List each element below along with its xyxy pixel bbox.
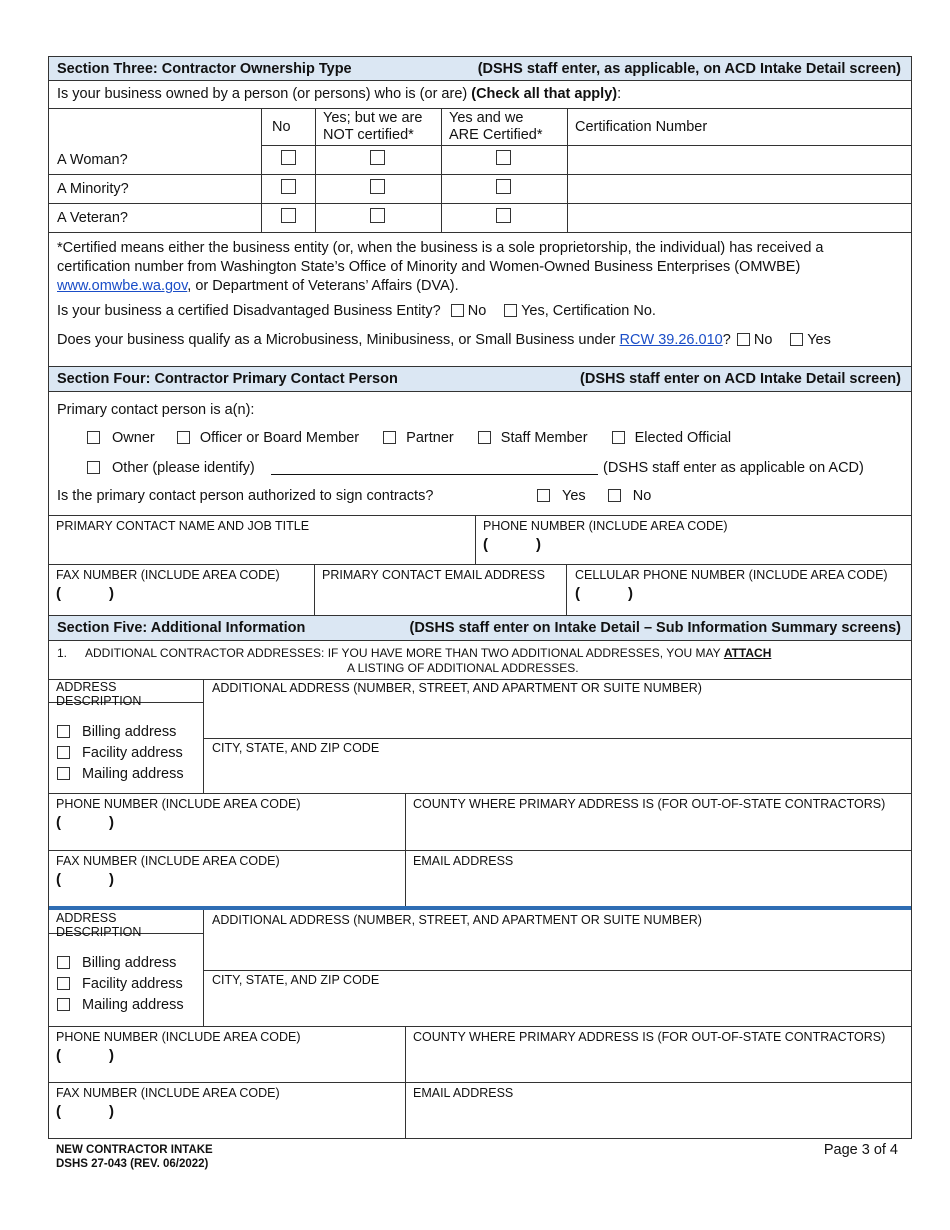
address-type-options-2 xyxy=(57,953,184,1016)
authorized-no-label: No xyxy=(632,488,652,504)
billing-label-2: Billing address xyxy=(82,955,177,971)
addr2-desc-line2: DESCRIPTION xyxy=(56,925,142,939)
woman-no-checkbox[interactable] xyxy=(281,150,296,165)
minority-no-checkbox[interactable] xyxy=(281,179,296,194)
minority-certified-checkbox[interactable] xyxy=(496,179,511,194)
owner-checkbox[interactable] xyxy=(87,431,100,444)
col-yes-are-line1: Yes and we xyxy=(449,110,524,126)
address-2-fax-field[interactable] xyxy=(56,1103,396,1133)
facility-label-1: Facility address xyxy=(82,745,183,761)
micro-no-label: No xyxy=(753,332,773,348)
page-number: Page 3 of 4 xyxy=(823,1142,898,1158)
ownership-question-bold: (Check all that apply) xyxy=(471,86,618,102)
address-2-fax-label: FAX NUMBER (INCLUDE AREA CODE) xyxy=(56,1086,280,1100)
col-yes-not-line1: Yes; but we are xyxy=(323,110,423,126)
item1-number: 1. xyxy=(57,646,68,660)
authorized-question: Is the primary contact person authorized to sign contracts? xyxy=(57,488,434,504)
phone-paren-close: ) xyxy=(536,536,541,553)
contact-name-field[interactable] xyxy=(49,534,474,564)
contact-name-label: PRIMARY CONTACT NAME AND JOB TITLE xyxy=(56,519,310,533)
col-yes-not-line2: NOT certified* xyxy=(323,127,414,143)
cell-paren-close: ) xyxy=(628,585,633,602)
micro-question-mark: ? xyxy=(722,332,731,348)
city-state-zip-field-1[interactable] xyxy=(204,757,910,793)
mailing-checkbox-1[interactable] xyxy=(57,767,70,780)
address-1-email-field[interactable] xyxy=(406,869,910,905)
authorized-options xyxy=(537,488,651,504)
addr1-phone-paren-close: ) xyxy=(109,814,114,831)
facility-label-2: Facility address xyxy=(82,976,183,992)
partner-label: Partner xyxy=(406,430,454,446)
addr2-phone-paren-open: ( xyxy=(56,1047,61,1064)
other-checkbox[interactable] xyxy=(87,461,100,474)
address-2-county-field[interactable] xyxy=(406,1045,910,1082)
staff-member-checkbox[interactable] xyxy=(478,431,491,444)
section-five-title: Section Five: Additional Information xyxy=(57,620,306,636)
dbe-yes-label: Yes, Certification No. xyxy=(521,303,656,319)
address-1-fax-label: FAX NUMBER (INCLUDE AREA CODE) xyxy=(56,854,280,868)
minority-cert-number-field[interactable] xyxy=(568,175,911,202)
dbe-no-checkbox[interactable] xyxy=(451,304,464,317)
city-state-zip-label-1: CITY, STATE, AND ZIP CODE xyxy=(212,741,380,755)
ownership-table xyxy=(48,109,912,233)
additional-address-label-2: ADDITIONAL ADDRESS (NUMBER, STREET, AND APARTMENT OR SUITE NUMBER) xyxy=(212,913,702,927)
cell-paren-open: ( xyxy=(575,585,580,602)
section-five-staff-note: (DSHS staff enter on Intake Detail – Sub Information Summary screens) xyxy=(409,620,901,636)
contact-type-block xyxy=(48,392,912,516)
address-2-phone-county-row xyxy=(48,1027,912,1083)
row-veteran: A Veteran? xyxy=(57,210,128,226)
addr2-phone-paren-close: ) xyxy=(109,1047,114,1064)
address-1-county-field[interactable] xyxy=(406,812,910,850)
certification-notes xyxy=(48,233,912,367)
certified-note-line2: certification number from Washington State’s Office of Minority and Women-Owned Business Enterprises (OMWBE) xyxy=(57,259,801,275)
officer-label: Officer or Board Member xyxy=(199,430,360,446)
form-page xyxy=(48,56,912,1139)
veteran-not-certified-checkbox[interactable] xyxy=(370,208,385,223)
section-four-header xyxy=(48,367,912,392)
col-yes-certified xyxy=(449,110,542,144)
dbe-question-text: Is your business a certified Disadvantaged Business Entity? xyxy=(57,303,441,319)
section-four-title: Section Four: Contractor Primary Contact Person xyxy=(57,371,398,387)
phone-paren-open: ( xyxy=(483,536,488,553)
contact-email-field[interactable] xyxy=(315,583,565,615)
authorized-yes-label: Yes xyxy=(562,488,586,504)
certified-definition xyxy=(57,239,824,296)
addr2-fax-paren-close: ) xyxy=(109,1103,114,1120)
facility-checkbox-2[interactable] xyxy=(57,977,70,990)
section-three-header xyxy=(48,56,912,81)
footer-form-name: NEW CONTRACTOR INTAKE xyxy=(56,1144,213,1156)
section-three-title: Section Three: Contractor Ownership Type xyxy=(57,61,352,77)
contact-email-label: PRIMARY CONTACT EMAIL ADDRESS xyxy=(322,568,545,582)
woman-certified-checkbox[interactable] xyxy=(496,150,511,165)
address-1-email-label: EMAIL ADDRESS xyxy=(413,854,514,868)
contact-cell-label: CELLULAR PHONE NUMBER (INCLUDE AREA CODE) xyxy=(575,568,888,582)
contact-fax-label: FAX NUMBER (INCLUDE AREA CODE) xyxy=(56,568,280,582)
address-1-phone-label: PHONE NUMBER (INCLUDE AREA CODE) xyxy=(56,797,301,811)
addr-desc-line2: DESCRIPTION xyxy=(56,694,142,708)
micro-question-text: Does your business qualify as a Microbusiness, Minibusiness, or Small Business under xyxy=(57,332,616,348)
authorized-yes-checkbox[interactable] xyxy=(537,489,550,502)
address-1-county-label: COUNTY WHERE PRIMARY ADDRESS IS (FOR OUT-OF-STATE CONTRACTORS) xyxy=(413,797,886,811)
certified-note-line1: *Certified means either the business entity (or, when the business is a sole proprietorship, the individual) has received a xyxy=(57,240,824,256)
additional-address-label-1: ADDITIONAL ADDRESS (NUMBER, STREET, AND APARTMENT OR SUITE NUMBER) xyxy=(212,681,702,695)
contact-phone-label: PHONE NUMBER (INCLUDE AREA CODE) xyxy=(483,519,728,533)
item1-text xyxy=(85,646,771,660)
veteran-cert-number-field[interactable] xyxy=(568,204,911,231)
micro-yes-label: Yes xyxy=(807,332,831,348)
address-type-options-1 xyxy=(57,722,184,785)
addr1-phone-paren-open: ( xyxy=(56,814,61,831)
dbe-question xyxy=(57,303,656,319)
address-2-phone-field[interactable] xyxy=(56,1047,396,1077)
address-block-1 xyxy=(48,680,912,794)
row-woman: A Woman? xyxy=(57,152,128,168)
dbe-no-label: No xyxy=(467,303,487,319)
address-description-label-1 xyxy=(56,680,141,708)
item1-text-main: ADDITIONAL CONTRACTOR ADDRESSES: IF YOU HAVE MORE THAN TWO ADDITIONAL ADDRESSES, YOU MAY xyxy=(85,646,721,660)
woman-cert-number-field[interactable] xyxy=(568,146,911,173)
contact-name-phone-row xyxy=(48,516,912,565)
other-label: Other (please identify) xyxy=(112,460,255,476)
contact-fax-email-cell-row xyxy=(48,565,912,616)
elected-official-checkbox[interactable] xyxy=(612,431,625,444)
item1-line2: A LISTING OF ADDITIONAL ADDRESSES. xyxy=(347,661,579,675)
contact-fax-field[interactable] xyxy=(56,585,306,613)
address-2-email-label: EMAIL ADDRESS xyxy=(413,1086,514,1100)
mailing-label-2: Mailing address xyxy=(82,997,184,1013)
address-1-phone-field[interactable] xyxy=(56,814,396,844)
partner-checkbox[interactable] xyxy=(383,431,396,444)
section-five-header xyxy=(48,616,912,641)
address-1-phone-county-row xyxy=(48,794,912,851)
other-staff-note: (DSHS staff enter as applicable on ACD) xyxy=(603,460,864,476)
contact-is-label: Primary contact person is a(n): xyxy=(57,402,255,418)
facility-checkbox-1[interactable] xyxy=(57,746,70,759)
veteran-certified-checkbox[interactable] xyxy=(496,208,511,223)
billing-label-1: Billing address xyxy=(82,724,177,740)
addr2-desc-line1: ADDRESS xyxy=(56,911,117,925)
contact-phone-field[interactable] xyxy=(483,536,903,562)
city-state-zip-field-2[interactable] xyxy=(204,989,910,1026)
micro-yes-checkbox[interactable] xyxy=(790,333,803,346)
ownership-question xyxy=(48,81,912,109)
micro-question xyxy=(57,332,831,348)
additional-address-field-2[interactable] xyxy=(204,930,910,969)
rcw-link[interactable]: RCW 39.26.010 xyxy=(619,332,723,348)
col-no: No xyxy=(272,119,291,135)
footer-form-info xyxy=(56,1143,213,1171)
city-state-zip-label-2: CITY, STATE, AND ZIP CODE xyxy=(212,973,380,987)
address-1-fax-email-row xyxy=(48,851,912,906)
contact-cell-field[interactable] xyxy=(575,585,905,613)
other-role-row xyxy=(87,460,255,476)
section-three-staff-note: (DSHS staff enter, as applicable, on ACD Intake Detail screen) xyxy=(477,61,901,77)
staff-member-label: Staff Member xyxy=(500,430,588,446)
minority-not-certified-checkbox[interactable] xyxy=(370,179,385,194)
address-description-label-2 xyxy=(56,911,141,939)
additional-addresses-intro xyxy=(48,641,912,680)
fax-paren-open: ( xyxy=(56,585,61,602)
owner-label: Owner xyxy=(112,430,155,446)
additional-address-field-1[interactable] xyxy=(204,698,910,737)
omwbe-link[interactable]: www.omwbe.wa.gov xyxy=(57,278,188,294)
address-1-fax-field[interactable] xyxy=(56,871,396,901)
certified-note-line3: , or Department of Veterans’ Affairs (DVA). xyxy=(187,278,459,294)
addr1-fax-paren-close: ) xyxy=(109,871,114,888)
woman-not-certified-checkbox[interactable] xyxy=(370,150,385,165)
col-yes-not-certified xyxy=(323,110,422,144)
addr1-fax-paren-open: ( xyxy=(56,871,61,888)
elected-official-label: Elected Official xyxy=(634,430,732,446)
item1-attach: ATTACH xyxy=(723,646,772,660)
row-minority: A Minority? xyxy=(57,181,129,197)
dbe-yes-checkbox[interactable] xyxy=(504,304,517,317)
billing-checkbox-1[interactable] xyxy=(57,725,70,738)
ownership-question-text: Is your business owned by a person (or persons) who is (or are) xyxy=(57,86,472,102)
ownership-question-suffix: : xyxy=(617,86,622,102)
other-identify-field[interactable] xyxy=(271,474,598,475)
col-yes-are-line2: ARE Certified* xyxy=(449,127,543,143)
section-four-staff-note: (DSHS staff enter on ACD Intake Detail screen) xyxy=(580,371,901,387)
col-certification-number: Certification Number xyxy=(575,119,708,135)
fax-paren-close: ) xyxy=(109,585,114,602)
veteran-no-checkbox[interactable] xyxy=(281,208,296,223)
authorized-no-checkbox[interactable] xyxy=(608,489,621,502)
billing-checkbox-2[interactable] xyxy=(57,956,70,969)
contact-role-options xyxy=(87,430,731,446)
mailing-checkbox-2[interactable] xyxy=(57,998,70,1011)
address-2-county-label: COUNTY WHERE PRIMARY ADDRESS IS (FOR OUT-OF-STATE CONTRACTORS) xyxy=(413,1030,886,1044)
addr2-fax-paren-open: ( xyxy=(56,1103,61,1120)
micro-no-checkbox[interactable] xyxy=(737,333,750,346)
mailing-label-1: Mailing address xyxy=(82,766,184,782)
address-block-2 xyxy=(48,910,912,1027)
address-2-email-field[interactable] xyxy=(406,1101,910,1138)
officer-checkbox[interactable] xyxy=(177,431,190,444)
address-2-phone-label: PHONE NUMBER (INCLUDE AREA CODE) xyxy=(56,1030,301,1044)
address-2-fax-email-row xyxy=(48,1083,912,1139)
footer-form-id: DSHS 27-043 (REV. 06/2022) xyxy=(56,1158,209,1170)
addr-desc-line1: ADDRESS xyxy=(56,680,117,694)
